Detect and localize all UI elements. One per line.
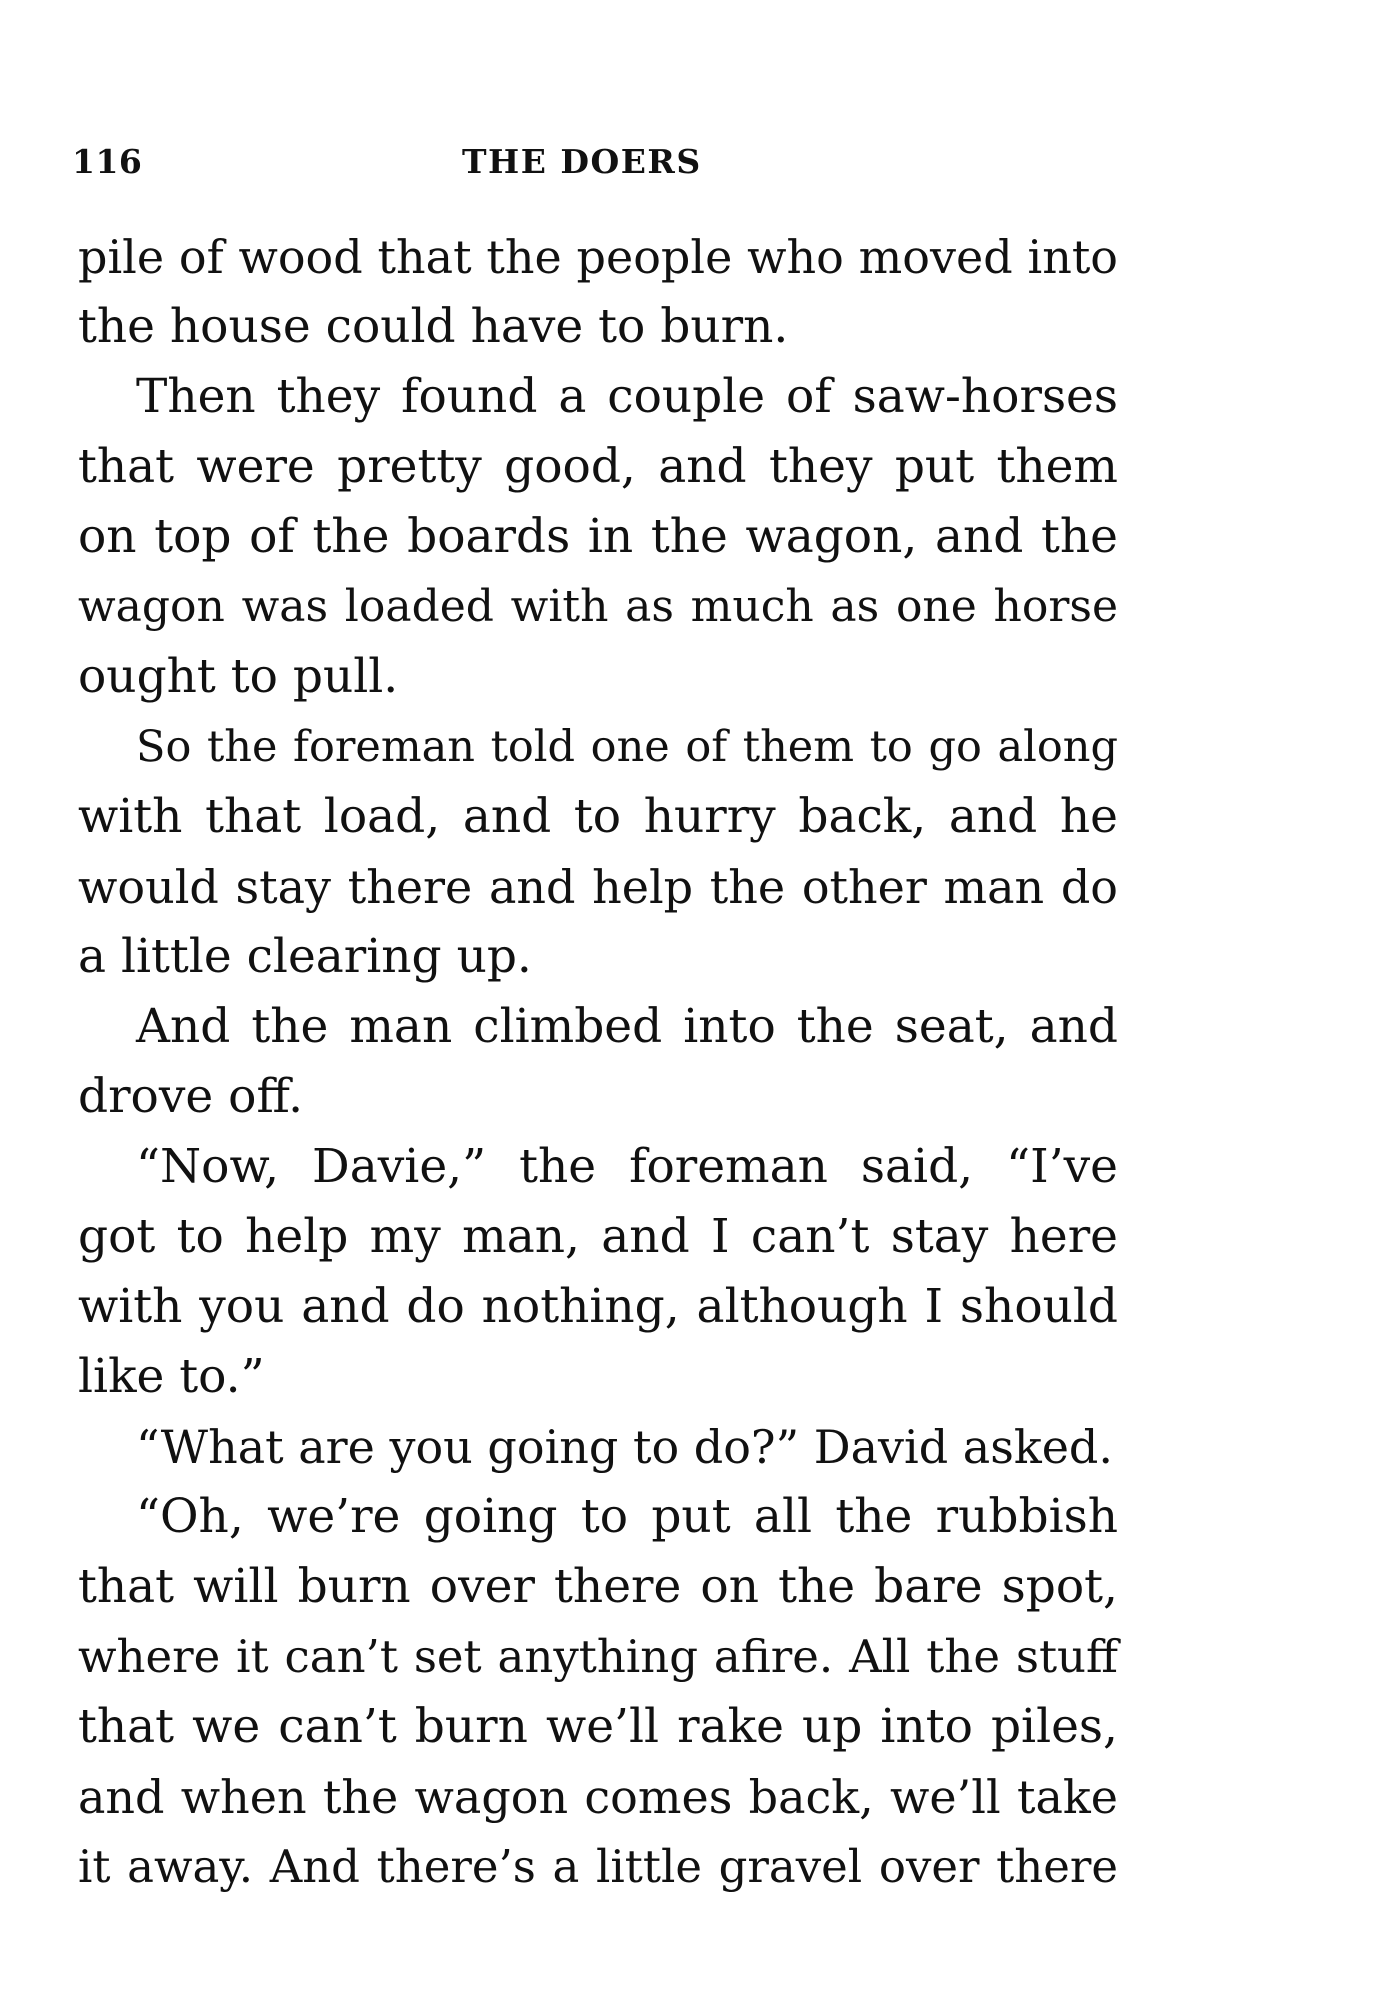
text-line: with you and do nothing, although I should	[78, 1279, 1118, 1334]
text-line: “What are you going to do?” David asked.	[136, 1420, 1113, 1474]
text-line: pile of wood that the people who moved into	[78, 230, 1118, 284]
text-line: and when the wagon comes back, we’ll take	[78, 1770, 1118, 1824]
text-line: wagon was loaded with as much as one horse	[78, 581, 1118, 632]
body-text	[78, 222, 1118, 1902]
text-line: And the man climbed into the seat, and	[136, 999, 1118, 1054]
text-line: the house could have to burn.	[78, 299, 789, 354]
text-line: that will burn over there on the bare spot,	[78, 1559, 1118, 1614]
text-line: “Now, Davie,” the foreman said, “I’ve	[136, 1139, 1118, 1194]
text-line: got to help my man, and I can’t stay here	[78, 1209, 1118, 1264]
text-line: with that load, and to hurry back, and he	[78, 789, 1118, 844]
text-line: So the foreman told one of them to go along	[136, 722, 1118, 772]
page-number: 116	[72, 142, 143, 181]
text-line: Then they found a couple of saw-horses	[136, 369, 1118, 424]
text-line: that were pretty good, and they put them	[78, 439, 1118, 494]
page-header	[72, 142, 1112, 192]
text-line: a little clearing up.	[78, 929, 532, 984]
text-line: “Oh, we’re going to put all the rubbish	[136, 1489, 1118, 1544]
text-line: drove off.	[78, 1069, 304, 1124]
text-line: like to.”	[78, 1349, 265, 1404]
text-line: would stay there and help the other man do	[78, 860, 1118, 914]
text-line: it away. And there’s a little gravel over there	[78, 1840, 1118, 1893]
text-line: ought to pull.	[78, 649, 399, 704]
text-line: that we can’t burn we’ll rake up into piles,	[78, 1699, 1118, 1754]
running-title: THE DOERS	[462, 142, 702, 181]
text-line: on top of the boards in the wagon, and the	[78, 509, 1118, 564]
text-line: where it can’t set anything afire. All the stuff	[78, 1630, 1118, 1683]
